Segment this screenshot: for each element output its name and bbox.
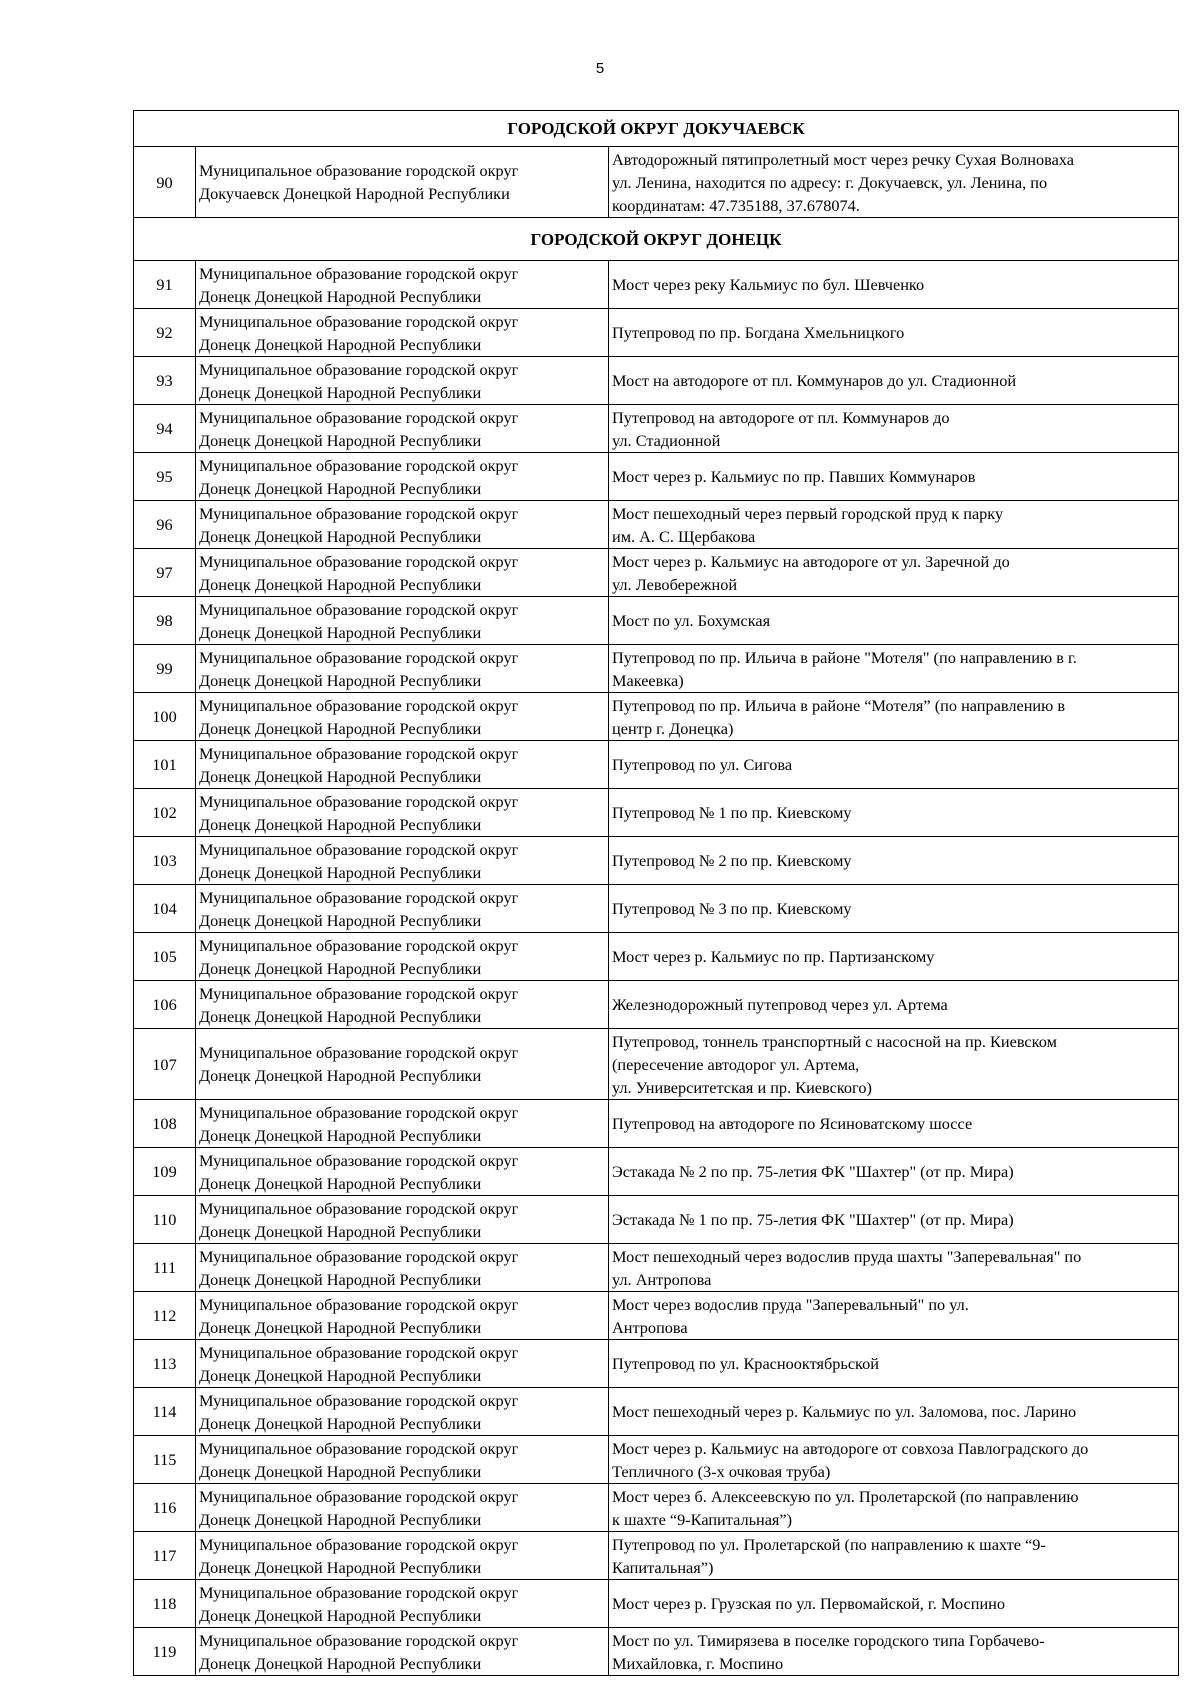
section-header-row xyxy=(134,218,1179,261)
row-number: 104 xyxy=(134,885,196,933)
table-row xyxy=(134,1580,1179,1628)
table-row xyxy=(134,1196,1179,1244)
row-object: Мост пешеходный через первый городской пруд к парку им. А. С. Щербакова xyxy=(609,501,1179,549)
table-row xyxy=(134,1436,1179,1484)
row-number: 118 xyxy=(134,1580,196,1628)
row-object: Мост по ул. Бохумская xyxy=(609,597,1179,645)
row-number: 117 xyxy=(134,1532,196,1580)
table-row xyxy=(134,1484,1179,1532)
row-object: Путепровод на автодороге по Ясиноватскому шоссе xyxy=(609,1100,1179,1148)
row-number: 93 xyxy=(134,357,196,405)
row-number: 91 xyxy=(134,261,196,309)
row-organization: Муниципальное образование городской округ Донецк Донецкой Народной Республики xyxy=(196,453,609,501)
row-number: 98 xyxy=(134,597,196,645)
row-object: Автодорожный пятипролетный мост через речку Сухая Волноваха ул. Ленина, находится по адресу: г. Докучаевск, ул. Ленина, по координатам: 47.735188, 37.678074. xyxy=(609,147,1179,218)
table-row xyxy=(134,645,1179,693)
table-row xyxy=(134,1100,1179,1148)
row-organization: Муниципальное образование городской округ Донецк Донецкой Народной Республики xyxy=(196,1436,609,1484)
row-object: Мост пешеходный через р. Кальмиус по ул. Заломова, пос. Ларино xyxy=(609,1388,1179,1436)
row-object: Мост через р. Кальмиус по пр. Павших Коммунаров xyxy=(609,453,1179,501)
row-number: 113 xyxy=(134,1340,196,1388)
table-row xyxy=(134,933,1179,981)
row-number: 110 xyxy=(134,1196,196,1244)
row-number: 115 xyxy=(134,1436,196,1484)
section-title: ГОРОДСКОЙ ОКРУГ ДОНЕЦК xyxy=(134,218,1179,261)
row-organization: Муниципальное образование городской округ Донецк Донецкой Народной Республики xyxy=(196,405,609,453)
row-organization: Муниципальное образование городской округ Донецк Донецкой Народной Республики xyxy=(196,981,609,1029)
row-number: 102 xyxy=(134,789,196,837)
table-row xyxy=(134,1628,1179,1676)
row-organization: Муниципальное образование городской округ Донецк Донецкой Народной Республики xyxy=(196,1100,609,1148)
row-organization: Муниципальное образование городской округ Донецк Донецкой Народной Республики xyxy=(196,1484,609,1532)
row-number: 114 xyxy=(134,1388,196,1436)
row-organization: Муниципальное образование городской округ Донецк Донецкой Народной Республики xyxy=(196,789,609,837)
row-object: Путепровод по ул. Сигова xyxy=(609,741,1179,789)
row-object: Мост через р. Грузская по ул. Первомайской, г. Моспино xyxy=(609,1580,1179,1628)
table-row xyxy=(134,501,1179,549)
row-number: 107 xyxy=(134,1029,196,1100)
row-organization: Муниципальное образование городской округ Донецк Донецкой Народной Республики xyxy=(196,1532,609,1580)
row-organization: Муниципальное образование городской округ Донецк Донецкой Народной Республики xyxy=(196,1029,609,1100)
table-row xyxy=(134,885,1179,933)
table-row xyxy=(134,549,1179,597)
row-number: 116 xyxy=(134,1484,196,1532)
table-row xyxy=(134,261,1179,309)
table-row xyxy=(134,597,1179,645)
table-row xyxy=(134,1244,1179,1292)
table-row xyxy=(134,147,1179,218)
row-object: Мост через р. Кальмиус на автодороге от ул. Заречной до ул. Левобережной xyxy=(609,549,1179,597)
row-organization: Муниципальное образование городской округ Донецк Донецкой Народной Республики xyxy=(196,1628,609,1676)
table-row xyxy=(134,1340,1179,1388)
row-organization: Муниципальное образование городской округ Донецк Донецкой Народной Республики xyxy=(196,1292,609,1340)
row-organization: Муниципальное образование городской округ Донецк Донецкой Народной Республики xyxy=(196,549,609,597)
row-object: Мост через водослив пруда "Заперевальный" по ул. Антропова xyxy=(609,1292,1179,1340)
row-object: Путепровод по пр. Богдана Хмельницкого xyxy=(609,309,1179,357)
row-object: Путепровод по ул. Краснооктябрьской xyxy=(609,1340,1179,1388)
row-number: 112 xyxy=(134,1292,196,1340)
row-number: 96 xyxy=(134,501,196,549)
row-number: 103 xyxy=(134,837,196,885)
row-organization: Муниципальное образование городской округ Донецк Донецкой Народной Республики xyxy=(196,837,609,885)
row-object: Мост на автодороге от пл. Коммунаров до ул. Стадионной xyxy=(609,357,1179,405)
table-row xyxy=(134,741,1179,789)
section-header-row xyxy=(134,111,1179,147)
row-object: Эстакада № 1 по пр. 75-летия ФК "Шахтер" (от пр. Мира) xyxy=(609,1196,1179,1244)
row-organization: Муниципальное образование городской округ Донецк Донецкой Народной Республики xyxy=(196,597,609,645)
table-row xyxy=(134,405,1179,453)
row-organization: Муниципальное образование городской округ Донецк Донецкой Народной Республики xyxy=(196,309,609,357)
row-organization: Муниципальное образование городской округ Донецк Донецкой Народной Республики xyxy=(196,261,609,309)
row-number: 111 xyxy=(134,1244,196,1292)
table-row xyxy=(134,357,1179,405)
row-number: 94 xyxy=(134,405,196,453)
row-object: Путепровод по пр. Ильича в районе “Мотеля” (по направлению в центр г. Донецка) xyxy=(609,693,1179,741)
table-row xyxy=(134,1388,1179,1436)
row-organization: Муниципальное образование городской округ Донецк Донецкой Народной Республики xyxy=(196,1244,609,1292)
page-number: 5 xyxy=(595,60,605,77)
row-object: Мост через р. Кальмиус по пр. Партизанскому xyxy=(609,933,1179,981)
row-object: Путепровод № 3 по пр. Киевскому xyxy=(609,885,1179,933)
row-object: Путепровод по ул. Пролетарской (по направлению к шахте “9- Капитальная”) xyxy=(609,1532,1179,1580)
row-organization: Муниципальное образование городской округ Донецк Донецкой Народной Республики xyxy=(196,1340,609,1388)
row-organization: Муниципальное образование городской округ Донецк Донецкой Народной Республики xyxy=(196,1388,609,1436)
table-row xyxy=(134,1292,1179,1340)
row-organization: Муниципальное образование городской округ Донецк Донецкой Народной Республики xyxy=(196,693,609,741)
row-number: 95 xyxy=(134,453,196,501)
row-object: Путепровод на автодороге от пл. Коммунаров до ул. Стадионной xyxy=(609,405,1179,453)
row-organization: Муниципальное образование городской округ Донецк Донецкой Народной Республики xyxy=(196,645,609,693)
row-number: 108 xyxy=(134,1100,196,1148)
row-organization: Муниципальное образование городской округ Донецк Донецкой Народной Республики xyxy=(196,933,609,981)
row-organization: Муниципальное образование городской округ Донецк Донецкой Народной Республики xyxy=(196,357,609,405)
row-number: 106 xyxy=(134,981,196,1029)
row-object: Мост пешеходный через водослив пруда шахты "Заперевальная" по ул. Антропова xyxy=(609,1244,1179,1292)
table-row xyxy=(134,453,1179,501)
row-organization: Муниципальное образование городской округ Донецк Донецкой Народной Республики xyxy=(196,885,609,933)
table-row xyxy=(134,981,1179,1029)
row-number: 100 xyxy=(134,693,196,741)
row-organization: Муниципальное образование городской округ Донецк Донецкой Народной Республики xyxy=(196,501,609,549)
row-number: 101 xyxy=(134,741,196,789)
row-number: 92 xyxy=(134,309,196,357)
row-object: Эстакада № 2 по пр. 75-летия ФК "Шахтер" (от пр. Мира) xyxy=(609,1148,1179,1196)
row-number: 119 xyxy=(134,1628,196,1676)
row-organization: Муниципальное образование городской округ Донецк Донецкой Народной Республики xyxy=(196,1580,609,1628)
row-organization: Муниципальное образование городской округ Донецк Донецкой Народной Республики xyxy=(196,1148,609,1196)
row-organization: Муниципальное образование городской округ Донецк Донецкой Народной Республики xyxy=(196,741,609,789)
row-object: Мост через реку Кальмиус по бул. Шевченко xyxy=(609,261,1179,309)
row-object: Мост через б. Алексеевскую по ул. Пролетарской (по направлению к шахте “9-Капитальная”) xyxy=(609,1484,1179,1532)
row-object: Мост по ул. Тимирязева в поселке городского типа Горбачево- Михайловка, г. Моспино xyxy=(609,1628,1179,1676)
row-object: Мост через р. Кальмиус на автодороге от совхоза Павлоградского до Тепличного (3-х очковая труба) xyxy=(609,1436,1179,1484)
table-row xyxy=(134,1148,1179,1196)
row-number: 109 xyxy=(134,1148,196,1196)
row-object: Путепровод № 2 по пр. Киевскому xyxy=(609,837,1179,885)
row-object: Железнодорожный путепровод через ул. Артема xyxy=(609,981,1179,1029)
row-number: 90 xyxy=(134,147,196,218)
table-row xyxy=(134,1029,1179,1100)
section-title: ГОРОДСКОЙ ОКРУГ ДОКУЧАЕВСК xyxy=(134,111,1179,147)
row-object: Путепровод № 1 по пр. Киевскому xyxy=(609,789,1179,837)
table-row xyxy=(134,1532,1179,1580)
row-object: Путепровод, тоннель транспортный с насосной на пр. Киевском (пересечение автодорог ул. Артема, ул. Университетская и пр. Киевского) xyxy=(609,1029,1179,1100)
table-row xyxy=(134,837,1179,885)
bridges-table xyxy=(133,110,1179,1676)
table-row xyxy=(134,309,1179,357)
row-number: 105 xyxy=(134,933,196,981)
table-row xyxy=(134,693,1179,741)
row-number: 99 xyxy=(134,645,196,693)
row-number: 97 xyxy=(134,549,196,597)
table-body xyxy=(134,111,1179,1676)
row-organization: Муниципальное образование городской округ Донецк Донецкой Народной Республики xyxy=(196,1196,609,1244)
row-object: Путепровод по пр. Ильича в районе "Мотеля" (по направлению в г. Макеевка) xyxy=(609,645,1179,693)
row-organization: Муниципальное образование городской округ Докучаевск Донецкой Народной Республики xyxy=(196,147,609,218)
table-row xyxy=(134,789,1179,837)
